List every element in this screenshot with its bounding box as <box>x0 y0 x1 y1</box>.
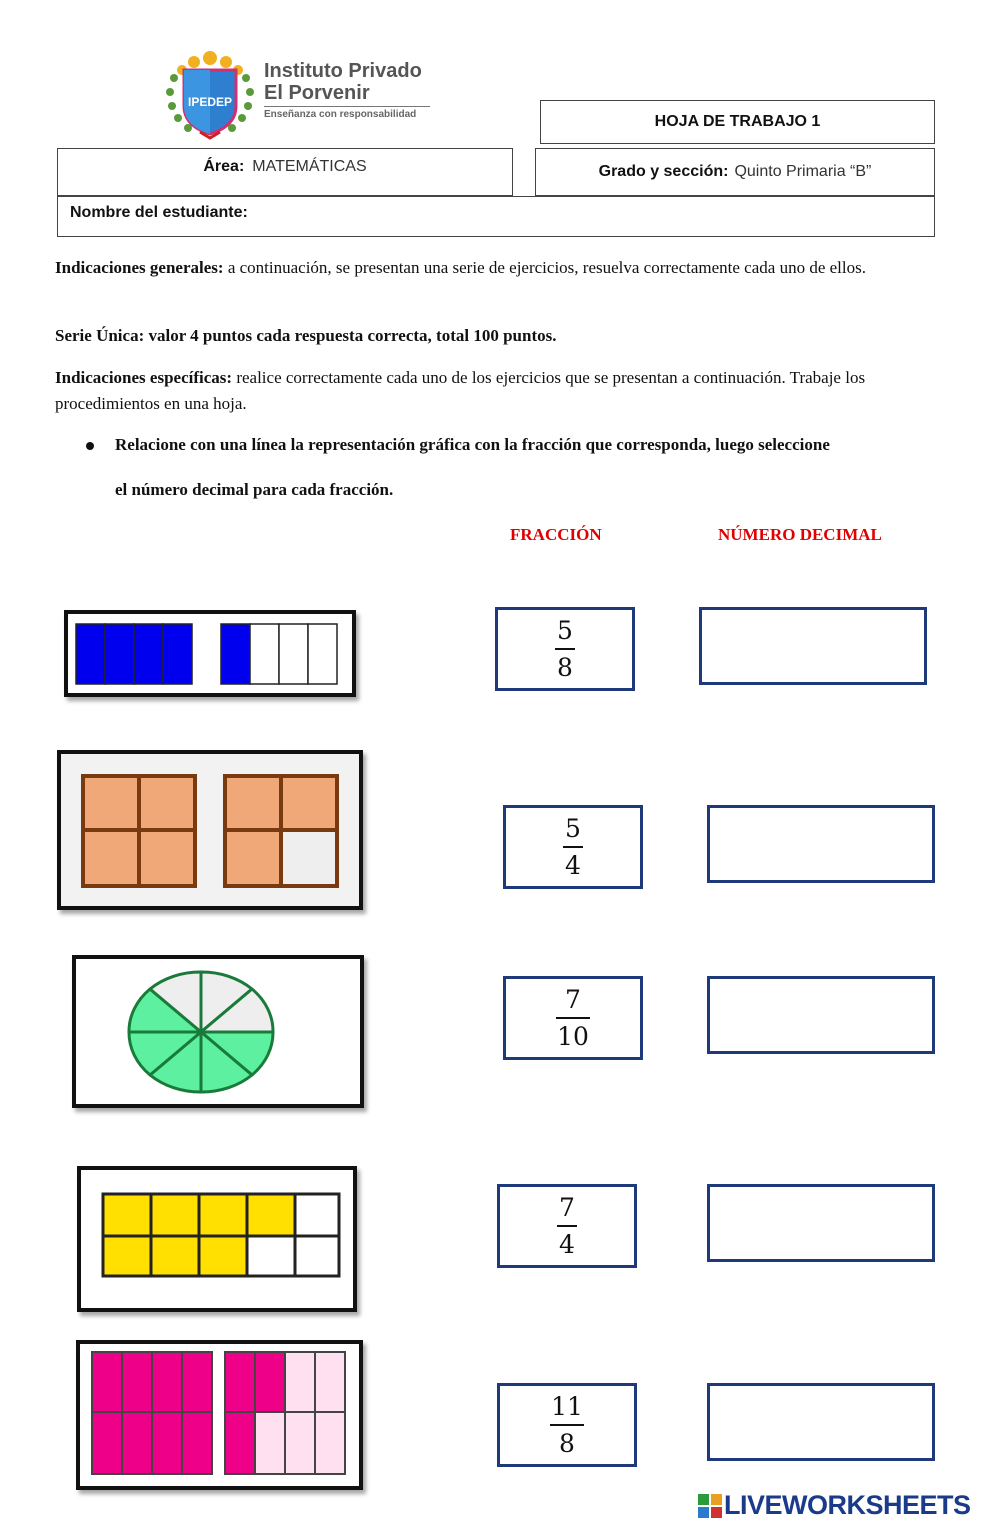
school-tagline: Enseñanza con responsabilidad <box>264 109 417 120</box>
decimal-answer-box-3[interactable] <box>707 976 935 1054</box>
fraction-box-4[interactable] <box>497 1184 637 1268</box>
grade-box <box>535 148 935 196</box>
bullet-line-1: Relacione con una línea la representación gráfica con la fracción que corresponda, luego seleccione <box>115 435 830 454</box>
grade-label: Grado y sección: <box>598 163 729 180</box>
figure-green-circle[interactable] <box>72 955 364 1108</box>
school-name-line1: Instituto Privado <box>264 60 422 82</box>
fraction-2-numerator: 5 <box>565 813 581 843</box>
specific-instructions-text: realice correctamente cada uno de los ejercicios que se presentan a continuación. Trabaje los procedimientos en una hoja. <box>55 368 866 413</box>
fraction-5-denominator: 8 <box>559 1428 575 1458</box>
fraction-4-denominator: 4 <box>559 1229 575 1259</box>
fraction-5-bar <box>550 1424 584 1426</box>
grade-value: Quinto Primaria “B” <box>734 163 872 180</box>
liveworksheets-text: LIVEWORKSHEETS <box>724 1490 971 1520</box>
fraction-box-5[interactable] <box>497 1383 637 1467</box>
liveworksheets-watermark <box>698 1490 971 1521</box>
fraction-3-bar <box>556 1017 590 1019</box>
worksheet-title-box <box>540 100 935 144</box>
area-box <box>57 148 513 196</box>
fraction-box-2[interactable] <box>503 805 643 889</box>
fraction-2-bar <box>563 846 583 848</box>
series-instructions <box>55 323 955 349</box>
fraction-box-1[interactable] <box>495 607 635 691</box>
svg-text:IPEDEP: IPEDEP <box>187 95 233 109</box>
area-label: Área: <box>203 158 245 175</box>
decimal-answer-box-1[interactable] <box>699 607 927 685</box>
fraction-box-3[interactable] <box>503 976 643 1060</box>
school-crest-icon <box>160 48 260 140</box>
logo-divider <box>264 106 430 107</box>
liveworksheets-logo-icon <box>698 1494 722 1518</box>
fraction-1-numerator: 5 <box>557 615 573 645</box>
specific-instructions <box>55 365 955 417</box>
fraction-3-denominator: 10 <box>557 1021 589 1051</box>
general-instructions-text: a continuación, se presentan una serie de ejercicios, resuelva correctamente cada uno de ellos. <box>223 258 866 277</box>
fraction-3-numerator: 7 <box>565 984 581 1014</box>
fraction-1-denominator: 8 <box>557 652 573 682</box>
figure-blue-bars[interactable] <box>64 610 356 697</box>
decimal-answer-box-5[interactable] <box>707 1383 935 1461</box>
decimal-answer-box-2[interactable] <box>707 805 935 883</box>
fraction-5-numerator: 11 <box>551 1391 583 1421</box>
figure-pink-grids[interactable] <box>76 1340 363 1490</box>
school-name-line2: El Porvenir <box>264 82 370 104</box>
worksheet-title: HOJA DE TRABAJO 1 <box>654 113 821 130</box>
decimal-answer-box-4[interactable] <box>707 1184 935 1262</box>
specific-instructions-label: Indicaciones específicas: <box>55 368 233 387</box>
fraction-2-denominator: 4 <box>565 850 581 880</box>
school-logo <box>160 48 260 140</box>
fraction-4-bar <box>557 1225 577 1227</box>
fraction-1-bar <box>555 648 575 650</box>
figure-yellow-grid[interactable] <box>77 1166 357 1312</box>
student-name-label: Nombre del estudiante: <box>70 204 248 221</box>
decimal-column-header: NÚMERO DECIMAL <box>718 525 882 544</box>
bullet-icon <box>86 442 94 450</box>
general-instructions <box>55 255 955 281</box>
fraction-4-numerator: 7 <box>559 1192 575 1222</box>
bullet-line-2: el número decimal para cada fracción. <box>115 480 394 499</box>
fraction-column-header: FRACCIÓN <box>510 525 602 544</box>
area-value: MATEMÁTICAS <box>252 158 367 175</box>
figure-orange-squares[interactable] <box>57 750 363 910</box>
general-instructions-label: Indicaciones generales: <box>55 258 224 277</box>
series-text: Serie Única: valor 4 puntos cada respuesta correcta, total 100 puntos. <box>55 326 557 345</box>
student-name-field[interactable] <box>57 196 935 237</box>
